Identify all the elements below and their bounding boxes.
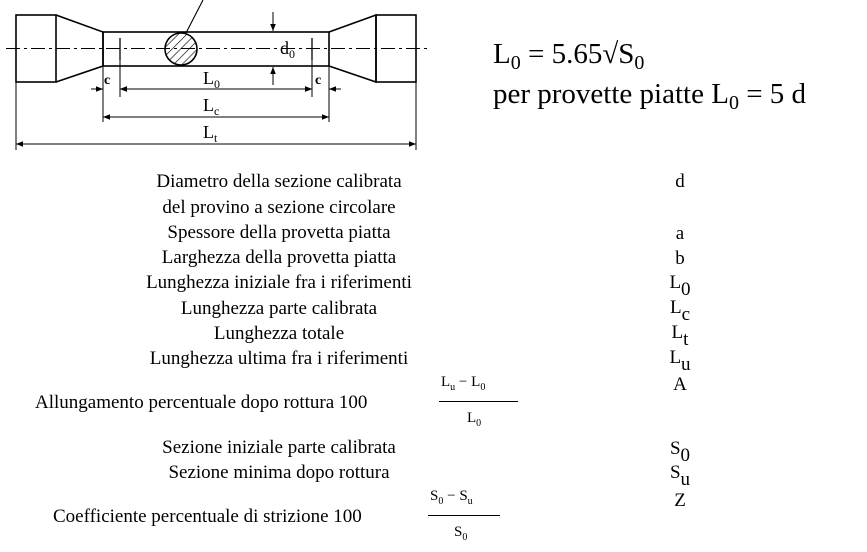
necking-symbol: Z — [674, 490, 686, 511]
definition-symbol: $L_c$ — [669, 297, 691, 325]
L0-label: $L_0$ — [203, 68, 220, 91]
definition-symbol: $S_u$ — [669, 462, 691, 490]
definition-label: Lunghezza iniziale fra i riferimenti — [146, 272, 412, 293]
definition-label: Lunghezza ultima fra i riferimenti — [149, 348, 409, 369]
Lt-label: $L_t$ — [203, 122, 218, 145]
definition-symbol: a — [675, 223, 685, 244]
flat-specimen-formula: per provette piatte $L_0 = 5$ d — [493, 78, 807, 114]
definition-label: Sezione iniziale parte calibrata — [162, 437, 396, 458]
elongation-symbol: A — [673, 374, 687, 395]
c-label-right: c — [315, 73, 322, 88]
gauge-length-formula: $L_0 = 5.65√S_0$ — [493, 38, 645, 74]
definition-symbol: $L_t$ — [671, 322, 689, 350]
c-label-left: c — [104, 73, 111, 88]
d0-label: $d_0$ — [280, 38, 295, 61]
definition-symbol: $L_0$ — [669, 272, 691, 300]
specimen-drawing — [0, 0, 470, 160]
elongation-label: Allungamento percentuale dopo rottura 100 — [35, 392, 368, 413]
definition-symbol: d — [675, 171, 685, 192]
definition-label: Lunghezza totale — [213, 323, 345, 344]
definition-label: Lunghezza parte calibrata — [180, 298, 378, 319]
Lc-label: $L_c$ — [203, 95, 220, 118]
necking-label: Coefficiente percentuale di strizione 100 — [53, 506, 362, 527]
definition-symbol: $S_0$ — [669, 438, 691, 466]
definition-label: del provino a sezione circolare — [162, 197, 396, 218]
definition-symbol: $L_u$ — [669, 347, 691, 375]
definition-label: Spessore della provetta piatta — [167, 222, 391, 243]
definition-label: Larghezza della provetta piatta — [161, 247, 397, 268]
cross-section — [165, 33, 197, 65]
section-leader — [186, 0, 203, 33]
definition-label: Sezione minima dopo rottura — [168, 462, 390, 483]
definition-label: Diametro della sezione calibrata — [156, 171, 402, 192]
definition-symbol: b — [675, 248, 685, 269]
